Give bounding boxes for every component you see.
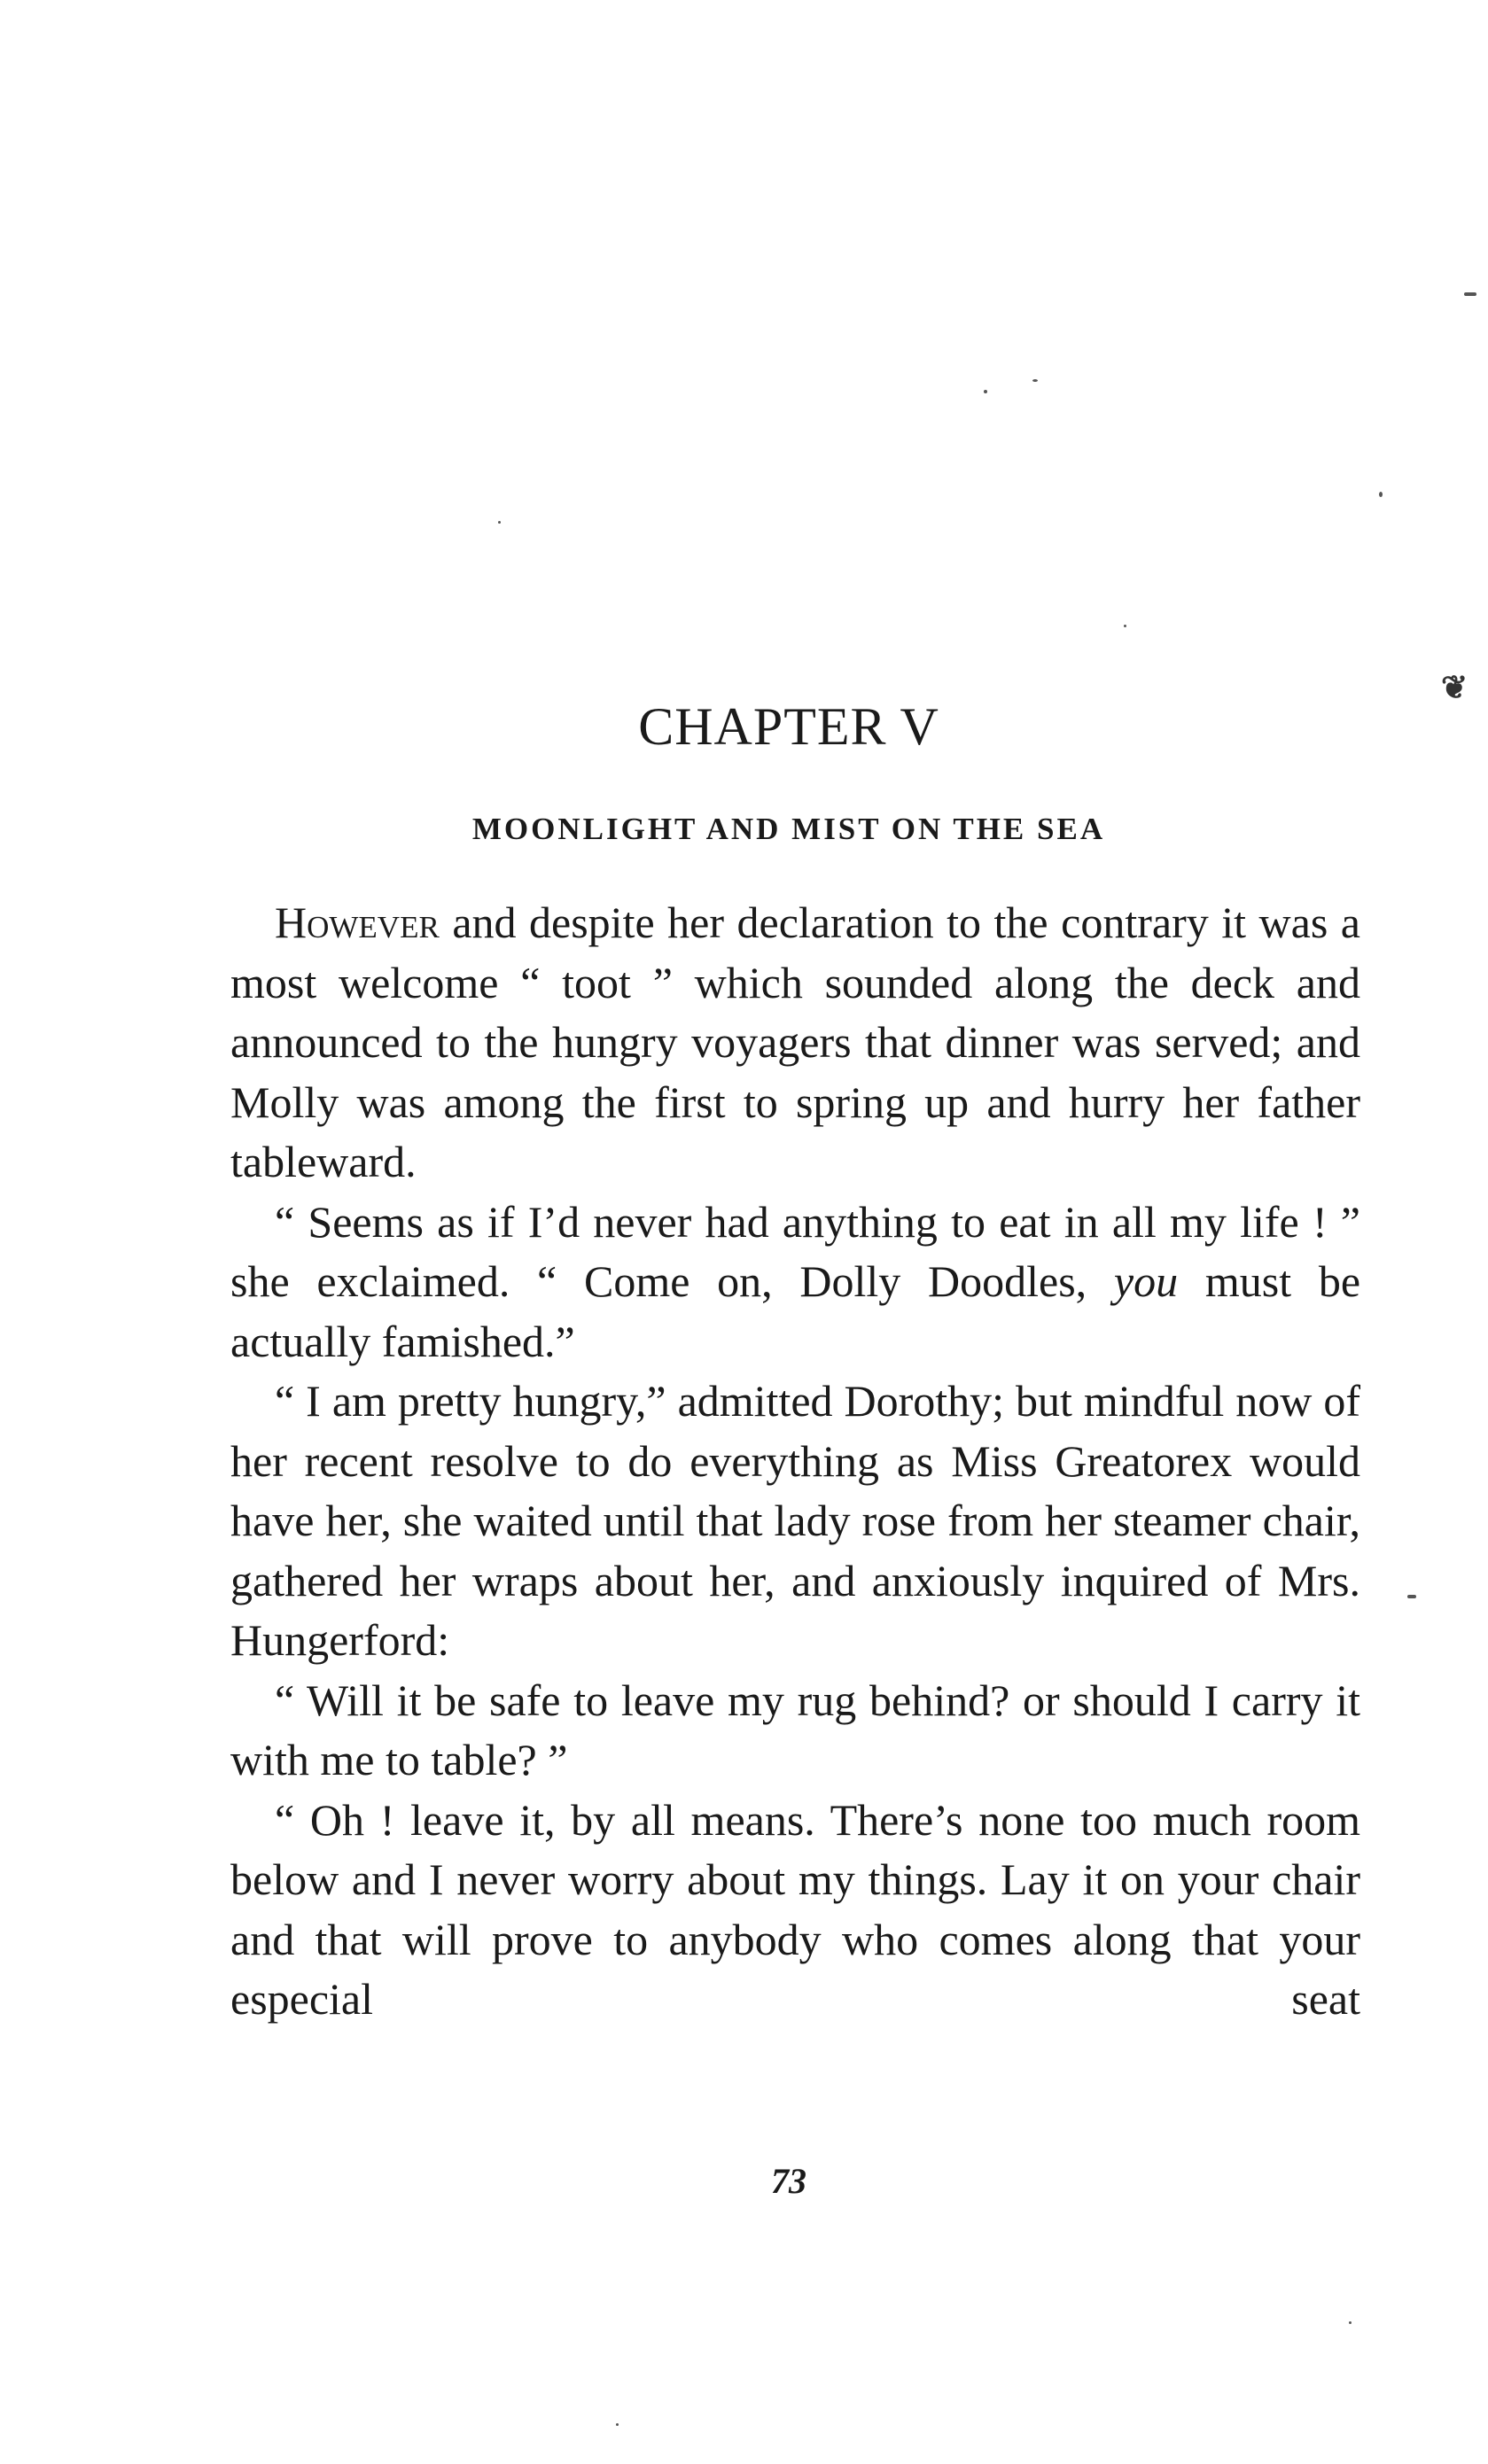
scan-speck	[1464, 292, 1476, 296]
page-number: 73	[771, 2161, 806, 2201]
chapter-title: CHAPTER V	[638, 697, 939, 756]
paragraph-4: “ Will it be safe to leave my rug behind? or should I carry it with me to table? ”	[230, 1675, 1360, 1784]
scan-speck	[616, 2423, 619, 2426]
paragraph-3: “ I am pretty hungry,” admitted Dorothy; but mindful now of her recent resolve to do everything as Miss Greatorex would have her, she waited until that lady rose from her steamer chair, gathered her wraps about her, and anxiously inquired of Mrs. Hungerford:	[230, 1376, 1360, 1665]
scan-speck	[1379, 492, 1383, 497]
chapter-subtitle: MOONLIGHT AND MIST ON THE SEA	[471, 812, 1106, 846]
paragraph-text: must be actually famished.”	[230, 1256, 1361, 1366]
chapter-body	[230, 893, 1360, 2030]
scan-speck	[1124, 625, 1126, 627]
scan-speck	[498, 521, 501, 524]
scan-speck	[1032, 379, 1038, 382]
scan-speck	[984, 390, 987, 393]
paragraph-1	[230, 893, 1360, 1193]
paragraph-text: and despite her declaration to the contrary it was a most welcome “ toot ” which sounded along the deck and announced to the hungry voyagers that dinner was served; and Molly was among the first to spring up and hurry her father tableward.	[230, 898, 1360, 1186]
margin-ornament-icon: ❦	[1441, 670, 1469, 705]
paragraph-text: “ Seems as if I’d never had anything to eat in all my life ! ” she exclaimed. “ Come on, Dolly Doodles,	[230, 1196, 1360, 1306]
scan-speck	[1407, 1595, 1416, 1598]
drop-lead-word: However	[275, 898, 440, 947]
paragraph-5: “ Oh ! leave it, by all means. There’s none too much room below and I never worry about my things. Lay it on your chair and that will prove to anybody who comes along that your especial seat	[230, 1794, 1360, 2024]
emphasis-text: you	[1113, 1256, 1179, 1306]
scan-speck	[1349, 2321, 1352, 2324]
paragraph-2	[230, 1193, 1360, 1372]
